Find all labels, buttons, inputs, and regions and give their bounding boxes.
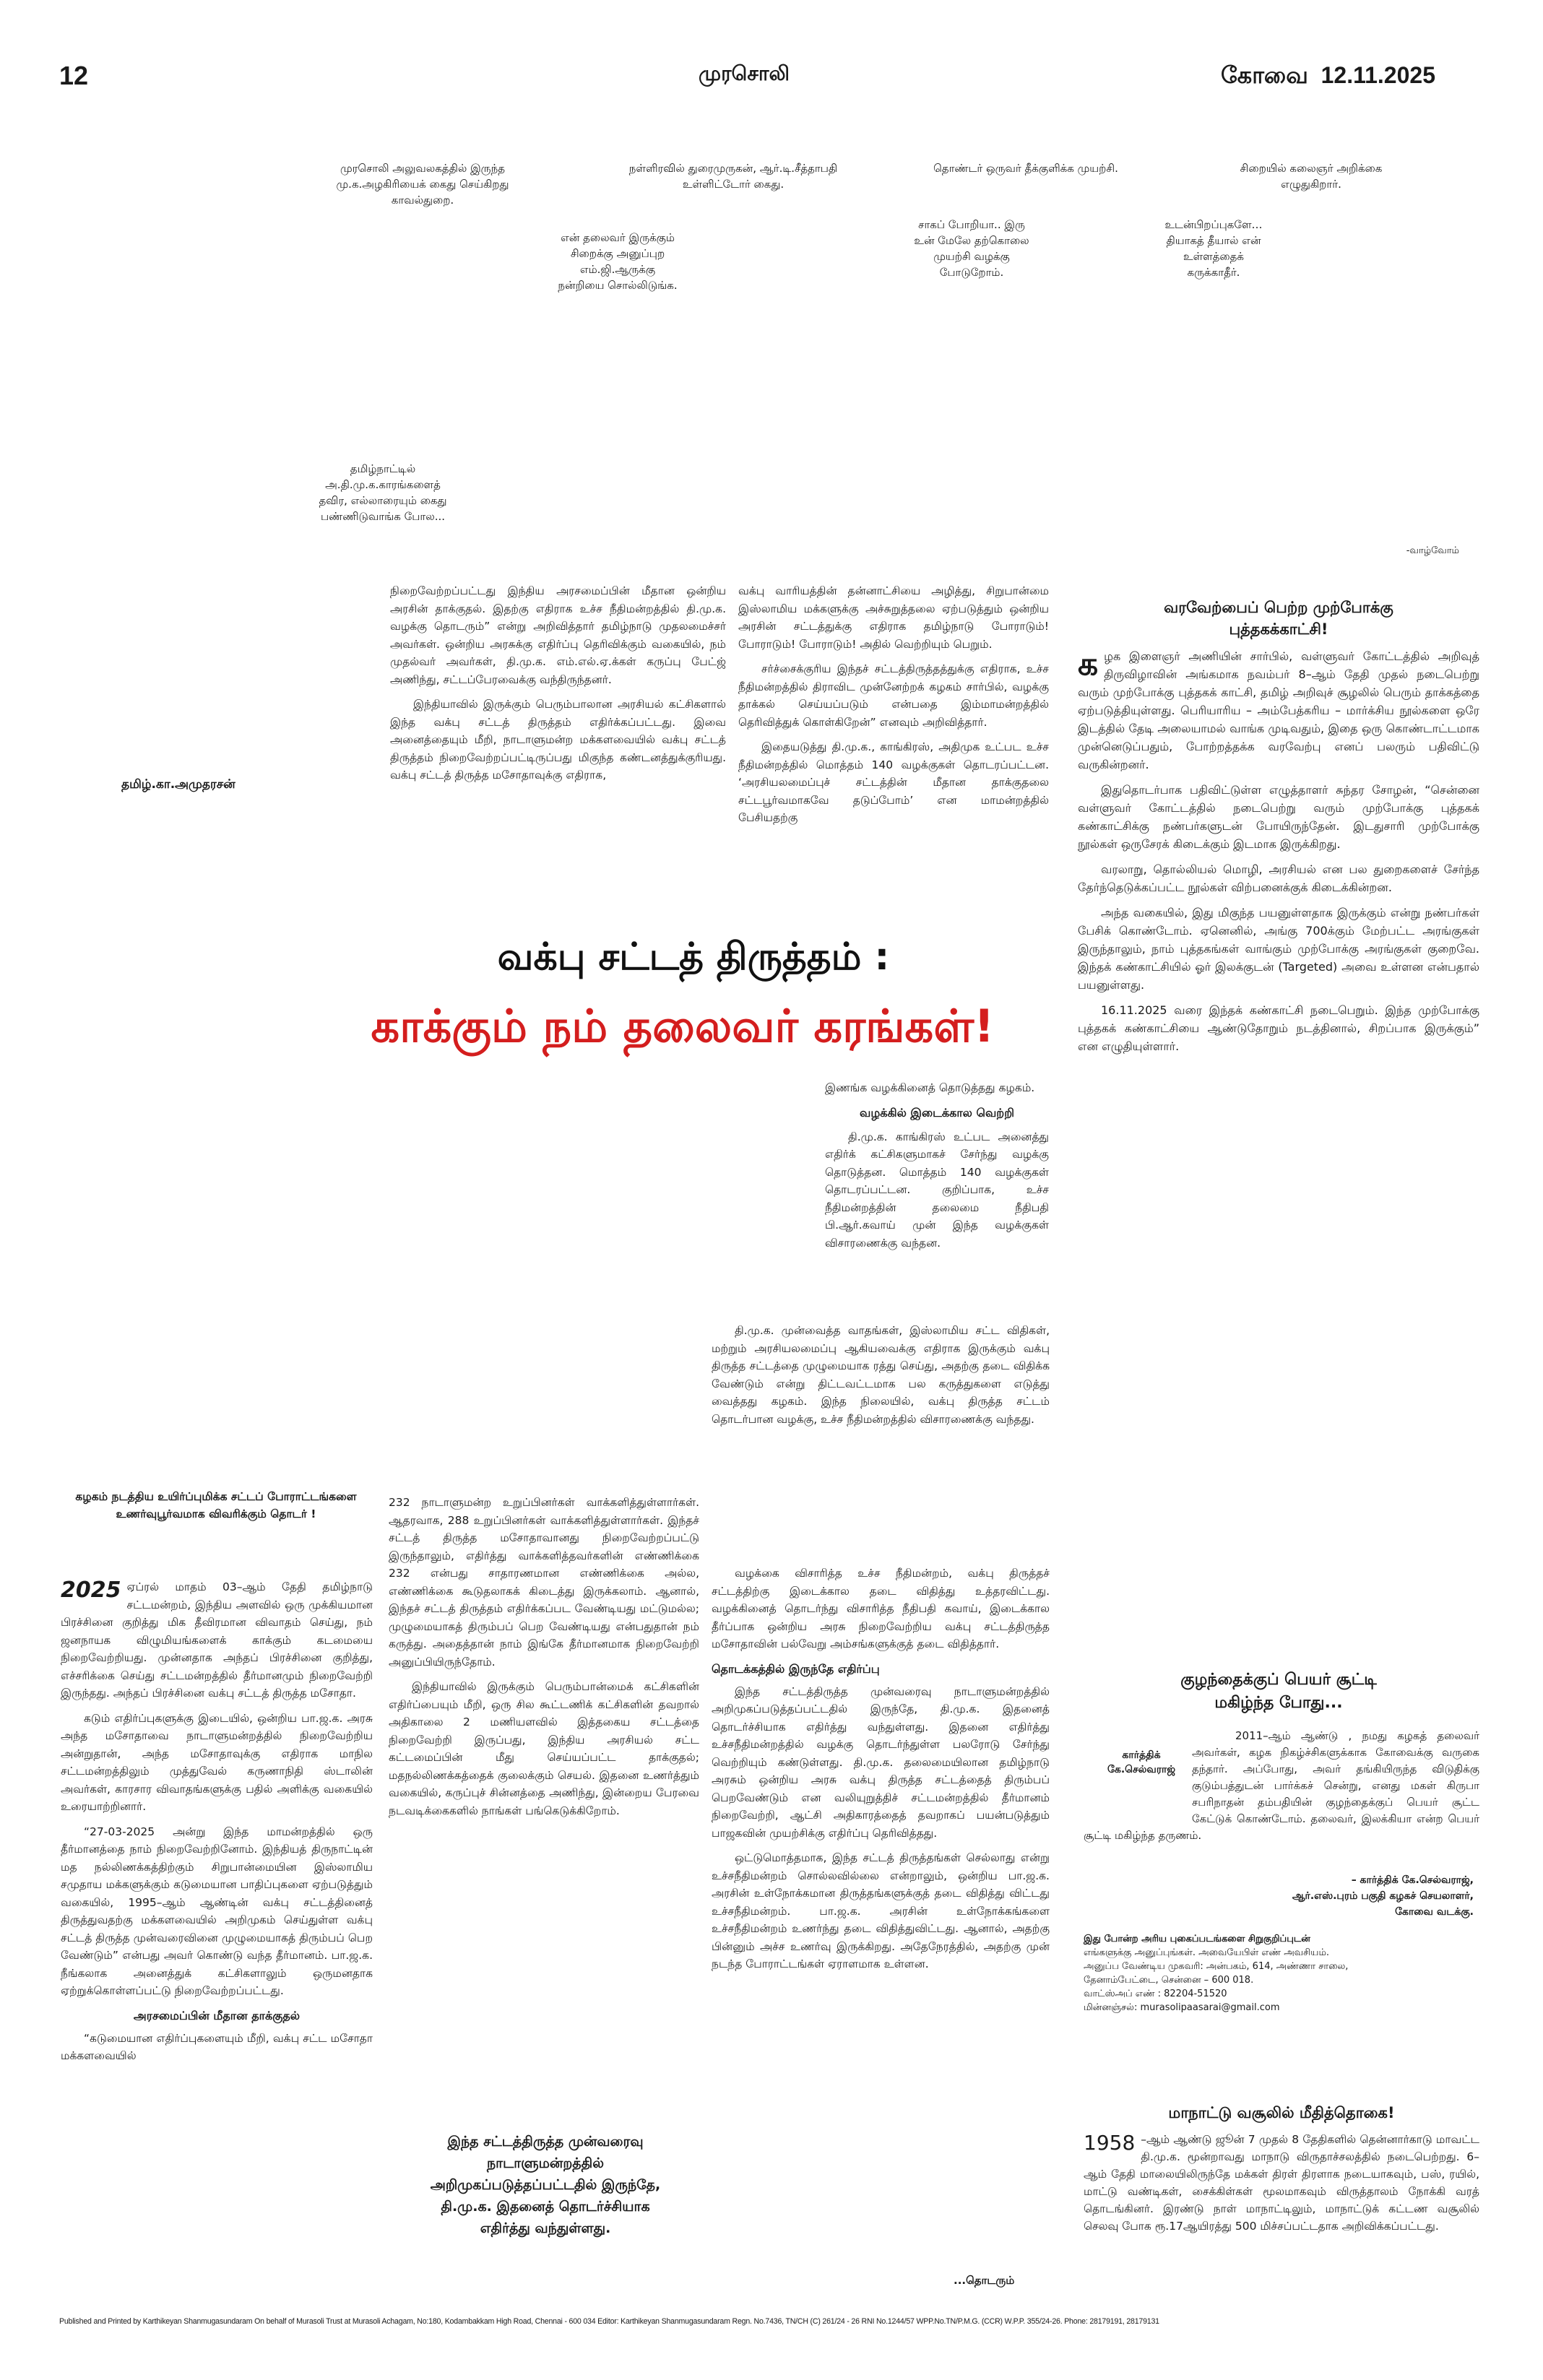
- article-top-col-1: [390, 582, 726, 958]
- paragraph: வக்பு வாரியத்தின் தன்னாட்சியை அழித்து, சிறுபான்மை இஸ்லாமிய மக்களுக்கு அச்சுறுத்தலை ஏற்படுத்தும் ஒன்றிய அரசின் சட்டத்துக்கு எதிராக தமிழ்நாடு போராடும்! போராடும்! போராடும்! அதில் வெற்றியும் பெறும்.: [738, 584, 1049, 651]
- conference-title: மாநாட்டு வசூலில் மீதித்தொகை!: [1168, 2104, 1395, 2121]
- edition-date: கோவை 12.11.2025: [1221, 62, 1435, 88]
- signature-line: – கார்த்திக் கே.செல்வராஜ்,: [1351, 1874, 1474, 1886]
- paragraph: “கடுமையான எதிர்ப்புகளையும் மீறி, வக்பு சட்ட மசோதா மக்களவையில்: [61, 2031, 373, 2062]
- paragraph: ஏப்ரல் மாதம் 03–ஆம் தேதி தமிழ்நாடு சட்டமன்றம், இந்திய அளவில் ஒரு முக்கியமான பிரச்சினை குறித்து மிக தீவிரமான விவாதம் செய்து, நம் ஜனநாயக விழுமியங்களைக் காக்கும் கடமையை நிறைவேற்றியது. முன்னதாக அந்தப் பிரச்சினை குறித்து, எச்சரிக்கை செய்து சட்டமன்றத்தில் தீர்மானமும் நிறைவேற்றி இருந்தது. அந்தப் பிரச்சினை வக்பு சட்டத் திருத்த மசோதா.: [61, 1580, 373, 1700]
- headline-line-2: காக்கும் நம் தலைவர் கரங்கள்!: [371, 1000, 995, 1052]
- photo-name-line-2: கே.செல்வராஜ்: [1107, 1764, 1176, 1775]
- paragraph: –ஆம் ஆண்டு ஜூன் 7 முதல் 8 தேதிகளில் தென்னார்காடு மாவட்ட தி.மு.க. மூன்றாவது மாநாடு விருதாச்சலத்தில் நடைபெற்றது. 6–ஆம் தேதி மாலையிலிருந்தே மக்கள் திரள் திரளாக நடையாகவும், பஸ், ரயில், மாட்டு வண்டிகள், சைக்கிள்கள் மூலமாகவும் விருத்தாலம் நோக்கி வரத் தொடங்கினர். இரண்டு நாள் மாநாட்டிலும், மாநாட்டுக் கட்டண வசூலில் செலவு போக ரூ.17ஆயிரத்து 500 மிச்சப்பட்டதாக அறிவிக்கப்பட்டது.: [1084, 2133, 1479, 2233]
- paragraph: இணங்க வழக்கினைத் தொடுத்தது கழகம்.: [825, 1081, 1035, 1094]
- cartoon-caption-7: உடன்பிறப்புகளே… தியாகத் தீயால் என் உள்ளத்தைக் கருக்காதீர்.: [1164, 218, 1263, 279]
- cartoon-caption-8: தமிழ்நாட்டில் அ.தி.மு.க.காரங்களைத் தவிர, எல்லாரையும் கைது பண்ணிடுவாங்க போல...: [319, 462, 447, 523]
- cartoonist-signature: -வாழ்வோம்: [1406, 545, 1459, 556]
- paragraph: இந்தியாவில் இருக்கும் பெரும்பாலான அரசியல் கட்சிகளால் இந்த வக்பு சட்டத் திருத்தம் எதிர்க்கப்பட்டது. இவை அனைத்தையும் மீறி, நாடாளுமன்ற மக்களவையில் வக்பு சட்டத் திருத்தம் நிறைவேற்றப்பட்டிருப்பது மிகுந்த கண்டனத்துக்குரியது. வக்பு சட்டத் திருத்த மசோதாவுக்கு எதிராக,: [390, 698, 726, 782]
- drop-cap: க: [1078, 646, 1099, 683]
- article-author: தமிழ்.கா.அமுதரசன்: [121, 777, 235, 792]
- paragraph: அந்த வகையில், இது மிகுந்த பயனுள்ளதாக இருக்கும் என்று நண்பர்கள் பேசிக் கொண்டோம். ஏனெனில், அங்கு 700க்கும் மேற்பட்ட அரங்குகள் இருந்தாலும், நாம் புத்தகங்கள் வாங்கும் முற்போக்கு அரங்குகள் குறைவே. இந்தக் கண்காட்சியில் ஓர் இலக்குடன் (Targeted) அவை உள்ளன என்பதால் பயனுள்ளது.: [1078, 906, 1479, 992]
- continued-label: ...தொடரும்: [954, 2274, 1015, 2287]
- paragraph: நிறைவேற்றப்பட்டது இந்திய அரசமைப்பின் மீதான ஒன்றிய அரசின் தாக்குதல். இதற்கு எதிராக உச்ச நீதிமன்றத்தில் தி.மு.க. வழக்கு தொடரும்” என்று அறிவித்தார் தமிழ்நாடு முதலமைச்சர் அவர்கள். ஒன்றிய அரசுக்கு எதிர்ப்பு தெரிவிக்கும் வகையில், நம் முதல்வர் அவர்கள், தி.மு.க. எம்.எல்.ஏ.க்கள் கருப்பு பேட்ஜ் அணிந்து, சட்டப்பேரவைக்கு வந்திருந்தனர்.: [390, 584, 726, 686]
- paragraph: சர்ச்சைக்குரிய இந்தச் சட்டத்திருத்தத்துக்கு எதிராக, உச்ச நீதிமன்றத்தில் திராவிட முன்னேற்றக் கழகம் சார்பில், வழக்கு தாக்கல் செய்யப்படும் என்பதை இம்மாமன்றத்தில் தெரிவித்துக் கொள்கிறேன்” எனவும் அறிவித்தார்.: [738, 662, 1049, 729]
- article-col-a: [61, 1578, 373, 2257]
- article-mid-col: [825, 1079, 1049, 1317]
- drop-year: 1958: [1084, 2131, 1136, 2155]
- article-mid-col-cont: [712, 1322, 1050, 1560]
- book-fair-title-2: புத்தகக்காட்சி!: [1229, 620, 1328, 638]
- drop-year: 2025: [61, 1578, 121, 1603]
- signature-line: ஆர்.எஸ்.புரம் பகுதி கழகச் செயலாளர்,: [1292, 1890, 1474, 1902]
- subheading: வழக்கில் இடைக்கால வெற்றி: [860, 1105, 1014, 1120]
- headline-line-1: வக்பு சட்டத் திருத்தம் :: [497, 935, 890, 979]
- paper-name: முரசொலி: [699, 62, 790, 85]
- paragraph: இந்தியாவில் இருக்கும் பெரும்பான்மைக் கட்சிகளின் எதிர்ப்பையும் மீறி, ஒரு சில கூட்டணிக் கட்சிகளின் தவறால் அதிகாலை 2 மணியளவில் இத்தகைய சட்டத்தை நிறைவேற்றி இருப்பது, இந்திய அரசியல் சட்ட கட்டமைப்பின் மீது செய்யப்பட்ட தாக்குதல்; மதநல்லிணக்கத்தைக் குலைக்கும் செயல். இதனை உணர்த்தும் வகையில், கருப்புச் சின்னத்தை அணிந்து, இன்றைய பேரவை நடவடிக்கைகளில் நாங்கள் பங்கெடுக்கிறோம்.: [389, 1680, 699, 1817]
- paragraph: 2011–ஆம் ஆண்டு , நமது கழகத் தலைவர் அவர்கள், கழக நிகழ்ச்சிகளுக்காக கோவைக்கு வருகை தந்தார். அப்போது, அவர் தங்கியிருந்த விடுதிக்கு குடும்பத்துடன் பார்க்கச் சென்று, எனது மகள் கிருபா சபரிநாதன் தம்பதியின் குழந்தைக்குப் பெயர் சூட்ட கேட்டுக் கொண்டோம். தலைவர், இலக்கியா என்ற பெயர் சூட்டி மகிழ்ந்த தருணம்.: [1084, 1729, 1479, 1842]
- note-line: எங்களுக்கு அனுப்புங்கள். அவையேபிள் எண் அவசியம்.: [1084, 1947, 1330, 1958]
- note-line: இது போன்ற அரிய புகைப்படங்களை சிறுகுறிப்புடன்: [1084, 1934, 1310, 1944]
- paragraph: கடும் எதிர்ப்புகளுக்கு இடையில், ஒன்றிய பா.ஜ.க. அரசு அந்த மசோதாவை நாடாளுமன்றத்தில் நிறைவேற்றிய அன்றுதான், அந்த மசோதாவுக்கு எதிராக மாநில சட்டமன்றத்திலும் முத்துவேல் கருணாநிதி ஸ்டாலின் அவர்கள், காரசார விவாதங்களுக்கு பதில் அளிக்கு வகையில் உரையாற்றினார்.: [61, 1711, 373, 1813]
- subheading: அரசமைப்பின் மீதான தாக்குதல்: [133, 2008, 301, 2022]
- paragraph: தி.மு.க. காங்கிரஸ் உட்பட அனைத்து எதிர்க் கட்சிகளுமாகச் சேர்ந்து வழக்கு தொடுத்தன. மொத்தம் 140 வழக்குகள் தொடரப்பட்டன. குறிப்பாக, உச்ச நீதிமன்றத்தின் தலைமை நீதிபதி பி.ஆர்.கவாய் முன் இந்த வழக்குகள் விசாரணைக்கு வந்தன.: [825, 1130, 1049, 1250]
- paragraph: வரலாறு, தொல்லியல் மொழி, அரசியல் என பல துறைகளைச் சேர்ந்த தேர்ந்தெடுக்கப்பட்ட நூல்கள் விற்பனைக்குக் கிடைக்கின்றன.: [1078, 862, 1479, 894]
- book-fair-box: [1078, 597, 1479, 1247]
- cartoon-caption-4: சிறையில் கலைஞர் அறிக்கை எழுதுகிறார்.: [1240, 162, 1383, 191]
- note-line: மின்னஞ்சல்: murasolipaasarai@gmail.com: [1084, 2002, 1280, 2013]
- cartoon-caption-1: முரசொலி அலுவலகத்தில் இருந்த மு.க.அழகிரியைக் கைது செய்கிறது காவல்துறை.: [336, 162, 509, 207]
- note-line: அனுப்ப வேண்டிய முகவரி: அன்பகம், 614, அண்ணா சாலை,: [1084, 1961, 1349, 1972]
- paragraph: ழக இளைஞர் அணியின் சார்பில், வள்ளுவர் கோட்டத்தில் அறிவுத் திருவிழாவின் அங்கமாக நவம்பர் 8–ஆம் தேதி முதல் நடைபெற்று வரும் முற்போக்கு புத்தகக் காட்சி, தமிழ் அறிவுச் சூழலில் பெரும் தாக்கத்தை ஏற்படுத்தியுள்ளது. பெரியாரிய – அம்பேத்கரிய – மார்க்சிய நூல்களை ஒரே இடத்தில் தேடி அலையாமல் வாங்க முடிவதும், இதை ஒரு கொண்டாட்டமாக முன்னெடுப்பதும், போற்றத்தக்க வரவேற்பு எனப் பலரும் பதிவிட்டு வருகின்றனர்.: [1078, 649, 1479, 771]
- pull-quote: இந்த சட்டத்திருத்த முன்வரைவு நாடாளுமன்றத்தில் அறிமுகப்படுத்தப்பட்டதில் இருந்தே, தி.மு.க. இதனைத் தொடர்ச்சியாக எதிர்த்து வந்துள்ளது.: [430, 2134, 661, 2236]
- cartoon-caption-3: தொண்டர் ஒருவர் தீக்குளிக்க முயற்சி.: [933, 162, 1118, 175]
- paragraph: ஒட்டுமொத்தமாக, இந்த சட்டத் திருத்தங்கள் செல்லாது என்று உச்சநீதிமன்றம் சொல்லவில்லை என்றாலும், ஒன்றிய பா.ஜ.க. அரசின் உள்நோக்கமான திருத்தங்களுக்குத் தடை விதித்து விட்டது உச்சநீதிமன்றம். பா.ஜ.க. அரசின் உள்நோக்கங்களை உச்சநீதிமன்றம் உணர்ந்து தடை விதித்துவிட்டது. ஆனால், அதற்கு பின்னும் அச்ச உணர்வு இருக்கிறது. அதேநேரத்தில், அதற்கு முன் நடந்த போராட்டங்கள் ஏராளமாக உள்ளன.: [712, 1851, 1050, 1970]
- note-line: வாட்ஸ்அப் எண் : 82204-51520: [1084, 1989, 1227, 1999]
- cartoon-caption-2: நள்ளிரவில் துரைமுருகன், ஆர்.டி.சீத்தாபதி உள்ளிட்டோர் கைது.: [628, 162, 838, 191]
- subheading: தொடக்கத்தில் இருந்தே எதிர்ப்பு: [712, 1661, 880, 1676]
- paragraph: இந்த சட்டத்திருத்த முன்வரைவு நாடாளுமன்றத்தில் அறிமுகப்படுத்தப்பட்டதில் இருந்தே, தி.மு.க. இதனைத் தொடர்ச்சியாக எதிர்த்து வந்துள்ளது. இதனை எதிர்த்து உச்சநீதிமன்றத்தில் வழக்கு தொடர்ந்துள்ள பலரோடு சேர்ந்து வெற்றியும் கண்டுள்ளது. தி.மு.க. தலைமையிலான தமிழ்நாடு அரசும் ஒன்றிய அரசு வக்பு திருத்த சட்டத்தைத் திரும்பப் பெறவேண்டும் என வலியுறுத்திச் சட்டமன்றத்தில் தீர்மானம் நிறைவேற்றி, ஆட்சி அதிகாரத்தைத் தவறாகப் பயன்படுத்தும் பாஜகவின் முயற்சிக்கு எதிர்ப்பு தெரிவித்தது.: [712, 1684, 1050, 1840]
- article-col-c: [712, 1565, 1050, 2272]
- imprint-line: Published and Printed by Karthikeyan Shanmugasundaram On behalf of Murasoli Trust at Murasoli Achagam, No:180, Kodambakkam High Road, Chennai - 600 034 Editor: Karthikeyan Shanmugasundaram Regn. No.7436, TN/CH (C) 261/24 - 26 RNI No.1244/57 WPP.No.TN/P.M.G. (CCR) W.P.P. 355/24-26. Phone: 28179191, 28179131: [59, 2317, 1159, 2326]
- cartoon-caption-6: சாகப் போறியா.. இரு உன் மேலே தற்கொலை முயற்சி வழக்கு போடுறோம்.: [914, 218, 1029, 279]
- paragraph: வழக்கை விசாரித்த உச்ச நீதிமன்றம், வக்பு திருத்தச் சட்டத்திற்கு இடைக்கால தடை விதித்து உத்தரவிட்டது. வழக்கினைத் தொடர்ந்து விசாரித்த நீதிபதி கவாய், இடைக்கால தீர்ப்பாக ஒன்றிய அரசு நிறைவேற்றிய வக்பு சட்டத்திருத்த மசோதாவின் பல்வேறு அம்சங்களுக்குத் தடை விதித்தார்.: [712, 1567, 1050, 1650]
- paragraph: இதையடுத்து தி.மு.க., காங்கிரஸ், அதிமுக உட்பட உச்ச நீதிமன்றத்தில் மொத்தம் 140 வழக்குகள் தொடரப்பட்டன. ‘அரசியலமைப்புச் சட்டத்தின் மீதான தாக்குதலை சட்டபூர்வமாகவே தடுப்போம்’ என மாமன்றத்தில் பேசியதற்கு: [738, 740, 1049, 824]
- naming-body: [1084, 1728, 1479, 1851]
- paragraph: “27-03-2025 அன்று இந்த மாமன்றத்தில் ஒரு தீர்மானத்தை நாம் நிறைவேற்றினோம். இந்தியத் திருநாட்டின் மத நல்லிணக்கத்திற்கும் சிறுபான்மையின இஸ்லாமிய சமுதாய மக்களுக்கும் கடுமையான பாதிப்புகளை ஏற்படுத்தும் வகையில், 1995–ஆம் ஆண்டின் வக்பு சட்டத்தினைத் திருத்துவதற்கு மக்களவையில் அறிமுகம் செய்துள்ள வக்பு சட்டத் திருத்த முன்வரைவினை முழுமையாகத் திரும்பப் பெற வேண்டும்” என்பது அவர் கொண்டு வந்த தீர்மானம். பா.ஜ.க. நீங்கலாக அனைத்துக் கட்சிகளாலும் ஒருமனதாக ஏற்றுக்கொள்ளப்பட்டு நிறைவேற்றப்பட்டது.: [61, 1825, 373, 1997]
- conference-box: [1084, 2102, 1479, 2275]
- naming-title-2: மகிழ்ந்த போது...: [1214, 1694, 1343, 1712]
- article-col-b: [389, 1494, 699, 1970]
- cartoon-caption-5: என் தலைவர் இருக்கும் சிறைக்கு அனுப்புற எம்.ஜி.ஆருக்கு நன்றியை சொல்லிடுங்க.: [558, 231, 678, 292]
- naming-title-1: குழந்தைக்குப் பெயர் சூட்டி: [1180, 1671, 1377, 1689]
- paragraph: 16.11.2025 வரை இந்தக் கண்காட்சி நடைபெறும். இந்த முற்போக்கு புத்தகக் கண்காட்சியை ஆண்டுதோறும் நடத்தினால், சிறப்பாக இருக்கும்” என எழுதியுள்ளார்.: [1078, 1003, 1479, 1053]
- paragraph: தி.மு.க. முன்வைத்த வாதங்கள், இஸ்லாமிய சட்ட விதிகள், மற்றும் அரசியலமைப்பு ஆகியவைக்கு எதிராக இருக்கும் வக்பு திருத்த சட்டத்தை முழுமையாக ரத்து செய்து, அதற்கு தடை விதிக்க வேண்டும் என்று திட்டவட்டமாக பல கருத்துகளை எடுத்து வைத்தது கழகம். இந்த நிலையில், வக்பு திருத்த சட்டம் தொடர்பான வழக்கு, உச்ச நீதிமன்றத்தில் விசாரணைக்கு வந்தது.: [712, 1324, 1050, 1426]
- paragraph: 232 நாடாளுமன்ற உறுப்பினர்கள் வாக்களித்துள்ளார்கள். ஆதரவாக, 288 உறுப்பினர்கள் வாக்களித்துள்ளார்கள். இந்தச் சட்டத் திருத்த மசோதாவானது நிறைவேற்றப்பட்டு இருந்தாலும், எதிர்த்து வாக்களித்தவர்களின் எண்ணிக்கை 232 என்பது சாதாரணமான எண்ணிக்கை அல்ல, எண்ணிக்கை கூடுதலாகக் கிடைத்து இருக்கலாம். ஆனால், இந்தச் சட்டத் திருத்தம் எதிர்க்கப்பட வேண்டியது மட்டுமல்ல; முழுமையாகத் திரும்பப் பெற வேண்டியது என்பதுதான் நம் கருத்து. அதைத்தான் நாம் இங்கே தீர்மானமாக நிறைவேற்றி அனுப்பியிருந்தோம்.: [389, 1496, 699, 1669]
- naming-signature: [1185, 1872, 1474, 1920]
- article-top-col-2: [738, 582, 1049, 958]
- photo-name-line-1: கார்த்திக்: [1122, 1749, 1161, 1761]
- page-number: 12: [59, 61, 89, 90]
- signature-line: கோவை வடக்கு.: [1395, 1906, 1474, 1918]
- submission-note: [1084, 1932, 1474, 2015]
- note-line: தேனாம்பேட்டை, சென்னை – 600 018.: [1084, 1975, 1254, 1986]
- book-fair-title-1: வரவேற்பைப் பெற்ற முற்போக்கு: [1164, 599, 1393, 616]
- series-kicker: கழகம் நடத்திய உயிர்ப்புமிக்க சட்டப் போராட்டங்களை உணர்வுபூர்வமாக விவரிக்கும் தொடர் !: [75, 1490, 357, 1520]
- paragraph: இதுதொடர்பாக பதிவிட்டுள்ள எழுத்தாளர் சுந்தர சோழன், “சென்னை வள்ளுவர் கோட்டத்தில் நடைபெற்று வரும் முற்போக்கு புத்தகக் கண்காட்சிக்கு நண்பர்களுடன் போயிருந்தேன். இடதுசாரி முற்போக்கு நூல்கள் ஒருசேரக் கிடைக்கும் இடமாக இருக்கிறது.: [1078, 783, 1479, 851]
